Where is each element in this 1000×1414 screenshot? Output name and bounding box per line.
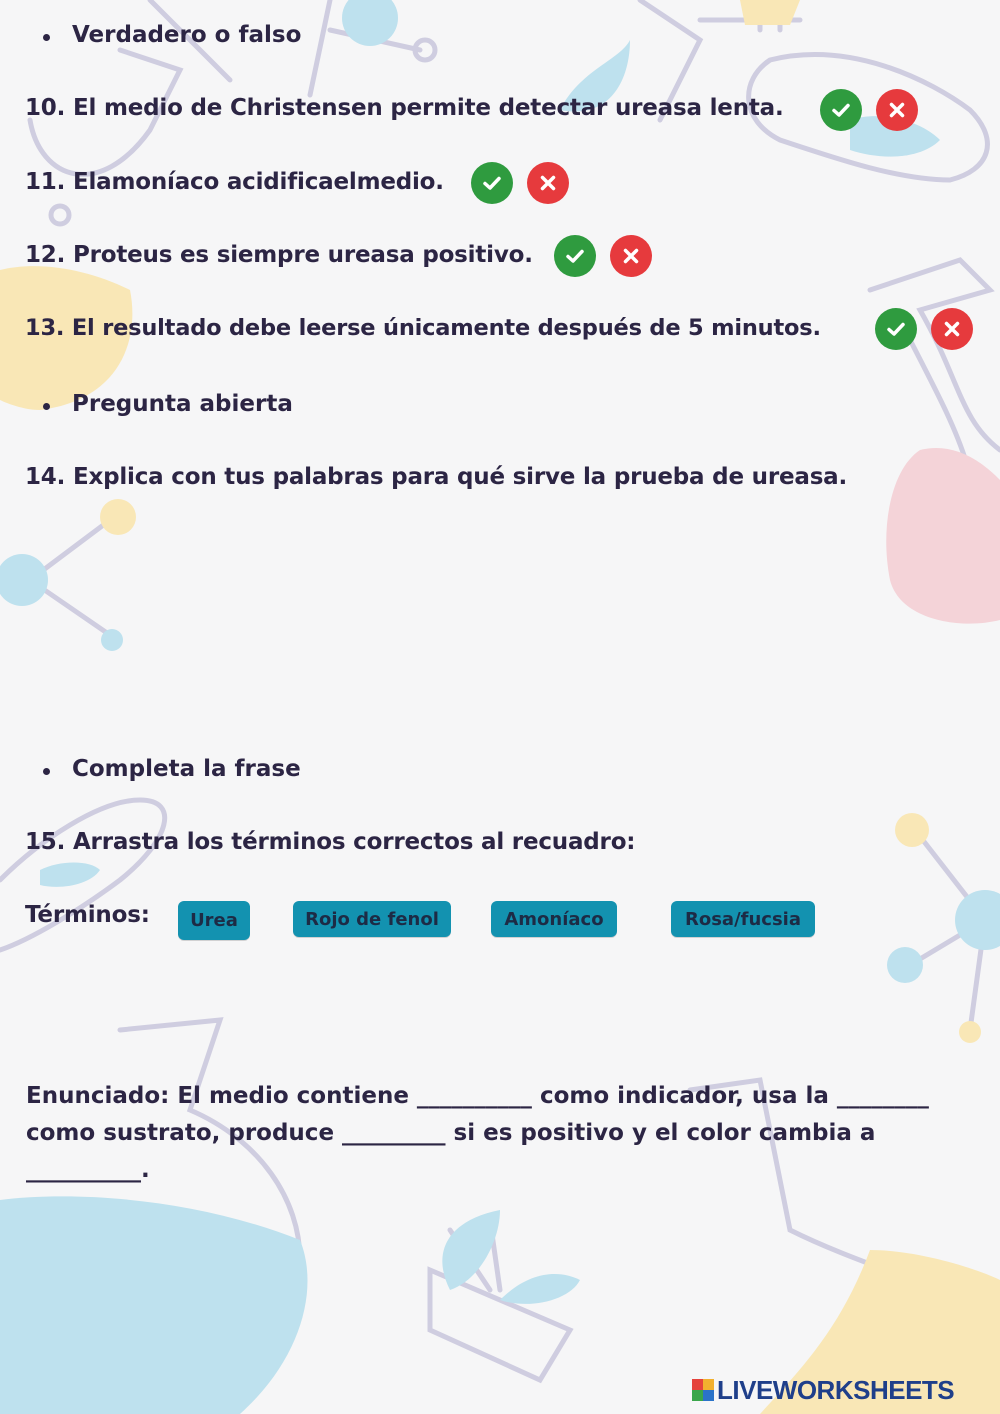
q13-true-button[interactable]: [875, 308, 917, 350]
logo-mark-icon: [692, 1379, 714, 1401]
q12-false-button[interactable]: [610, 235, 652, 277]
q13-false-button[interactable]: [931, 308, 973, 350]
q11-true-button[interactable]: [471, 162, 513, 204]
logo-text: LIVEWORKSHEETS: [717, 1374, 955, 1405]
term-chip-rojo-de-fenol[interactable]: Rojo de fenol: [293, 901, 451, 937]
question-12-text: 12. Proteus es siempre ureasa positivo.: [25, 242, 533, 268]
section-title: Verdadero o falso: [72, 22, 302, 48]
question-15-text: 15. Arrastra los términos correctos al recuadro:: [25, 829, 636, 855]
statement-paragraph: Enunciado: El medio contiene __________ como indicador, usa la ________ como sustrato, produce _________ si es positivo y el color cambia a __________.: [26, 1083, 929, 1183]
check-icon: [480, 171, 504, 195]
section-title: Completa la frase: [72, 756, 301, 782]
check-icon: [829, 98, 853, 122]
term-chip-amoniaco[interactable]: Amoníaco: [491, 901, 617, 937]
question-10-text: 10. El medio de Christensen permite detectar ureasa lenta.: [25, 95, 784, 121]
bullet-dot: [43, 768, 50, 775]
q10-false-button[interactable]: [876, 89, 918, 131]
cross-icon: [619, 244, 643, 268]
q10-true-button[interactable]: [820, 89, 862, 131]
bullet-dot: [43, 34, 50, 41]
term-chip-rosa-fucsia[interactable]: Rosa/fucsia: [671, 901, 815, 937]
terms-label: Términos:: [25, 902, 150, 928]
question-14-text: 14. Explica con tus palabras para qué sirve la prueba de ureasa.: [25, 464, 848, 490]
q11-false-button[interactable]: [527, 162, 569, 204]
check-icon: [884, 317, 908, 341]
term-chip-urea[interactable]: Urea: [178, 901, 250, 940]
bullet-dot: [43, 403, 50, 410]
q14-answer-textarea[interactable]: [24, 500, 974, 730]
cross-icon: [940, 317, 964, 341]
q12-true-button[interactable]: [554, 235, 596, 277]
liveworksheets-logo: [692, 1376, 954, 1404]
cross-icon: [885, 98, 909, 122]
check-icon: [563, 244, 587, 268]
question-13-text: 13. El resultado debe leerse únicamente después de 5 minutos.: [25, 315, 821, 341]
question-11-text: 11. Elamoníaco acidificaelmedio.: [25, 169, 444, 195]
section-title: Pregunta abierta: [72, 391, 293, 417]
cross-icon: [536, 171, 560, 195]
